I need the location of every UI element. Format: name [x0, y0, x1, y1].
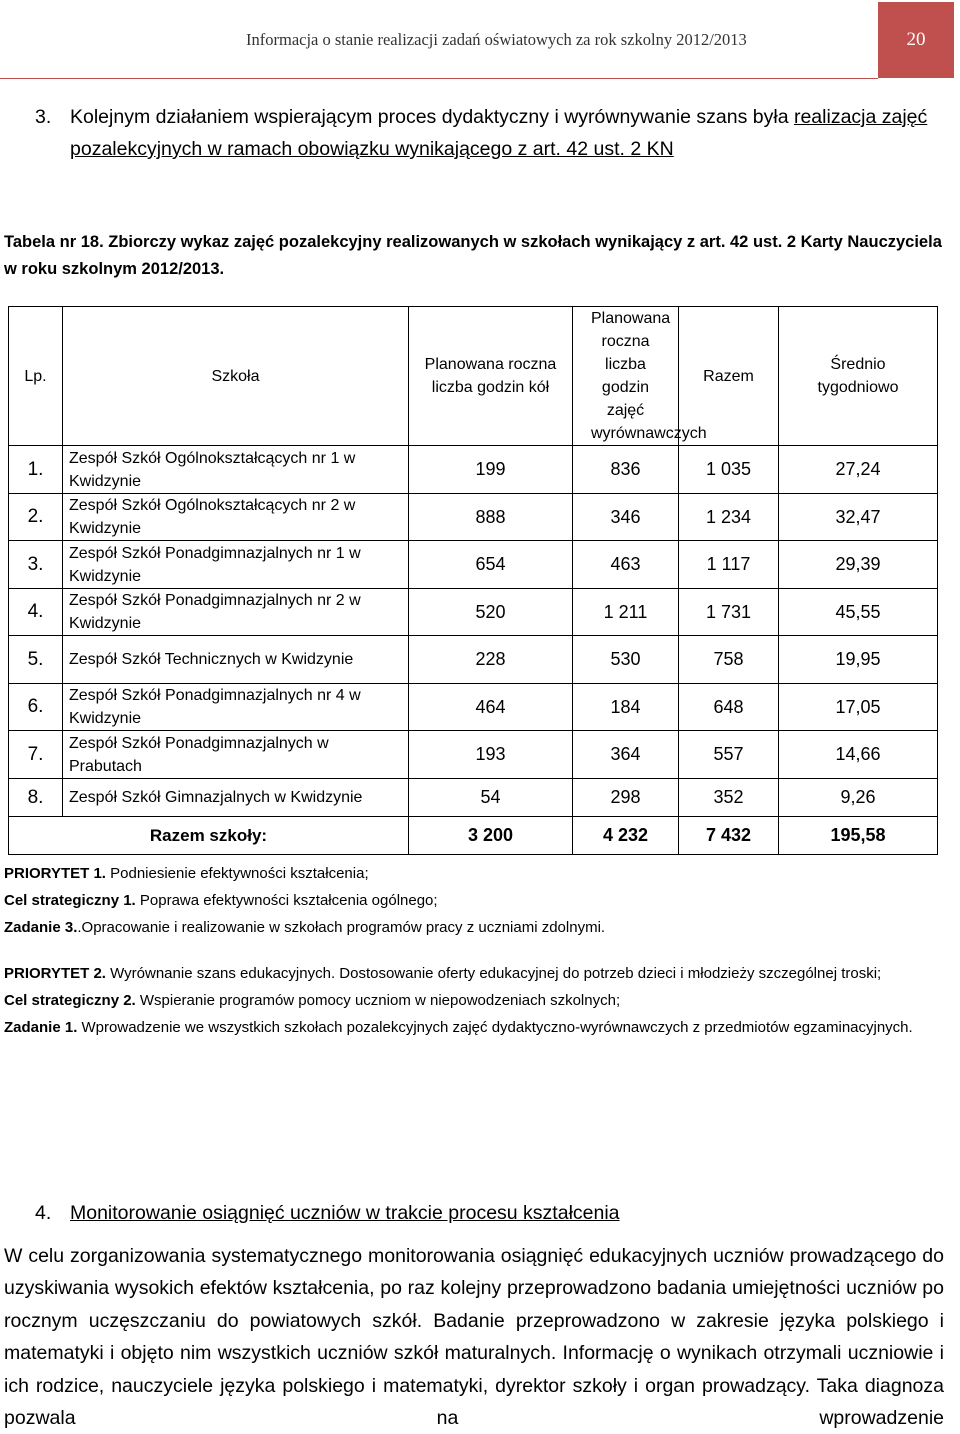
- row-kol: 199: [409, 446, 573, 494]
- table-header-row: [9, 307, 938, 446]
- row-school: Zespół Szkół Ogólnokształcących nr 2 w Kwidzynie: [63, 494, 409, 541]
- table-row: [9, 446, 938, 494]
- priority-1: [4, 860, 944, 887]
- row-lp: 7.: [9, 731, 63, 779]
- header-kol: Planowana roczna liczba godzin kół: [409, 307, 573, 446]
- row-wyr: 836: [573, 446, 679, 494]
- row-kol: 193: [409, 731, 573, 779]
- priority-2-block: [4, 960, 944, 1041]
- table-total-row: [9, 817, 938, 855]
- goal-2-text: Wspieranie programów pomocy uczniom w niepowodzeniach szkolnych;: [135, 992, 621, 1009]
- section-4-number: 4.: [35, 1202, 52, 1224]
- total-wyr: 4 232: [573, 817, 679, 855]
- task-3-label: Zadanie 3.: [4, 919, 78, 936]
- goal-1-label: Cel strategiczny 1.: [4, 892, 136, 909]
- row-tyg: 45,55: [779, 589, 938, 636]
- priority-1-label: PRIORYTET 1.: [4, 865, 106, 882]
- total-kol: 3 200: [409, 817, 573, 855]
- task-3: [4, 914, 944, 941]
- row-razem: 758: [679, 636, 779, 684]
- total-tyg: 195,58: [779, 817, 938, 855]
- row-wyr: 364: [573, 731, 679, 779]
- row-wyr: 530: [573, 636, 679, 684]
- row-tyg: 27,24: [779, 446, 938, 494]
- section-3: [0, 101, 945, 165]
- row-tyg: 17,05: [779, 684, 938, 731]
- row-tyg: 19,95: [779, 636, 938, 684]
- section-4: [0, 1197, 945, 1229]
- row-lp: 3.: [9, 541, 63, 589]
- row-kol: 228: [409, 636, 573, 684]
- row-lp: 1.: [9, 446, 63, 494]
- section-3-text: Kolejnym działaniem wspierającym proces dydaktyczny i wyrównywanie szans była: [70, 106, 789, 128]
- header-wyr: Planowana roczna liczba godzin zajęć wyrównawczych: [573, 307, 679, 446]
- row-wyr: 298: [573, 779, 679, 817]
- row-tyg: 9,26: [779, 779, 938, 817]
- row-tyg: 29,39: [779, 541, 938, 589]
- table-row: [9, 589, 938, 636]
- row-kol: 464: [409, 684, 573, 731]
- table-row: [9, 541, 938, 589]
- priority-1-text: Podniesienie efektywności kształcenia;: [105, 865, 369, 882]
- total-razem: 7 432: [679, 817, 779, 855]
- row-school: Zespół Szkół Ponadgimnazjalnych nr 2 w Kwidzynie: [63, 589, 409, 636]
- row-school: Zespół Szkół Ogólnokształcących nr 1 w Kwidzynie: [63, 446, 409, 494]
- row-lp: 4.: [9, 589, 63, 636]
- row-razem: 1 117: [679, 541, 779, 589]
- goal-1-text: Poprawa efektywności kształcenia ogólnego;: [135, 892, 438, 909]
- row-razem: 557: [679, 731, 779, 779]
- body-paragraph: W celu zorganizowania systematycznego monitorowania osiągnięć edukacyjnych uczniów prowadzącego do uzyskiwania wysokich efektów kształcenia, po raz kolejny przeprowadzono badania umiejętności uczniów po rocznym uczęszczaniu do powiatowych szkół. Badanie przeprowadzono w zakresie języka polskiego i matematyki i objęto nim wszystkich uczniów szkół maturalnych. Informację o wynikach otrzymali uczniowie i ich rodzice, nauczyciele języka polskiego i matematyki, dyrektor szkoły i organ prowadzący. Taka diagnoza pozwala na wprowadzenie: [4, 1245, 944, 1430]
- task-3-text: .Opracowanie i realizowanie w szkołach programów pracy z uczniami zdolnymi.: [77, 919, 606, 936]
- row-school: Zespół Szkół Gimnazjalnych w Kwidzynie: [63, 779, 409, 817]
- header-razem: Razem: [679, 307, 779, 446]
- table-row: [9, 636, 938, 684]
- row-lp: 2.: [9, 494, 63, 541]
- section-4-title: Monitorowanie osiągnięć uczniów w trakcie procesu kształcenia: [70, 1202, 620, 1224]
- row-wyr: 1 211: [573, 589, 679, 636]
- task-1: [4, 1014, 944, 1041]
- row-razem: 1 731: [679, 589, 779, 636]
- table-row: [9, 684, 938, 731]
- table-row: [9, 779, 938, 817]
- priority-2-text: Wyrównanie szans edukacyjnych. Dostosowanie oferty edukacyjnej do potrzeb dzieci i młodzieży szczególnej troski;: [105, 965, 882, 982]
- header-tyg: Średnio tygodniowo: [779, 307, 938, 446]
- row-school: Zespół Szkół Ponadgimnazjalnych w Prabutach: [63, 731, 409, 779]
- row-wyr: 346: [573, 494, 679, 541]
- table-row: [9, 494, 938, 541]
- task-1-text: Wprowadzenie we wszystkich szkołach pozalekcyjnych zajęć dydaktyczno-wyrównawczych z przedmiotów egzaminacyjnych.: [77, 1019, 913, 1036]
- row-school: Zespół Szkół Ponadgimnazjalnych nr 4 w Kwidzynie: [63, 684, 409, 731]
- row-razem: 648: [679, 684, 779, 731]
- row-tyg: 14,66: [779, 731, 938, 779]
- section-3-number: 3.: [35, 106, 52, 128]
- summary-table: [8, 306, 938, 855]
- row-lp: 6.: [9, 684, 63, 731]
- row-kol: 654: [409, 541, 573, 589]
- row-razem: 352: [679, 779, 779, 817]
- page-header-title: Informacja o stanie realizacji zadań oświatowych za rok szkolny 2012/2013: [246, 30, 747, 49]
- row-wyr: 463: [573, 541, 679, 589]
- header-lp: Lp.: [9, 307, 63, 446]
- table-row: [9, 731, 938, 779]
- row-lp: 8.: [9, 779, 63, 817]
- page-number: 20: [878, 2, 954, 78]
- priority-2-label: PRIORYTET 2.: [4, 965, 106, 982]
- row-kol: 888: [409, 494, 573, 541]
- goal-2: [4, 987, 944, 1014]
- row-tyg: 32,47: [779, 494, 938, 541]
- priority-2: [4, 960, 944, 987]
- row-wyr: 184: [573, 684, 679, 731]
- row-school: Zespół Szkół Technicznych w Kwidzynie: [63, 636, 409, 684]
- row-kol: 54: [409, 779, 573, 817]
- section-3-underlined-text: realizacja zajęć pozalekcyjnych w ramach obowiązku wynikającego z art. 42 ust. 2 KN: [70, 106, 928, 160]
- row-school: Zespół Szkół Ponadgimnazjalnych nr 1 w Kwidzynie: [63, 541, 409, 589]
- task-1-label: Zadanie 1.: [4, 1019, 78, 1036]
- row-lp: 5.: [9, 636, 63, 684]
- header-school: Szkoła: [63, 307, 409, 446]
- header-divider: [0, 78, 878, 79]
- total-label: Razem szkoły:: [9, 817, 409, 855]
- priority-1-block: [4, 860, 944, 941]
- table-caption: Tabela nr 18. Zbiorczy wykaz zajęć pozalekcyjny realizowanych w szkołach wynikający z art. 42 ust. 2 Karty Nauczyciela w roku szkolnym 2012/2013.: [4, 233, 942, 278]
- row-razem: 1 234: [679, 494, 779, 541]
- goal-1: [4, 887, 944, 914]
- row-razem: 1 035: [679, 446, 779, 494]
- row-kol: 520: [409, 589, 573, 636]
- goal-2-label: Cel strategiczny 2.: [4, 992, 136, 1009]
